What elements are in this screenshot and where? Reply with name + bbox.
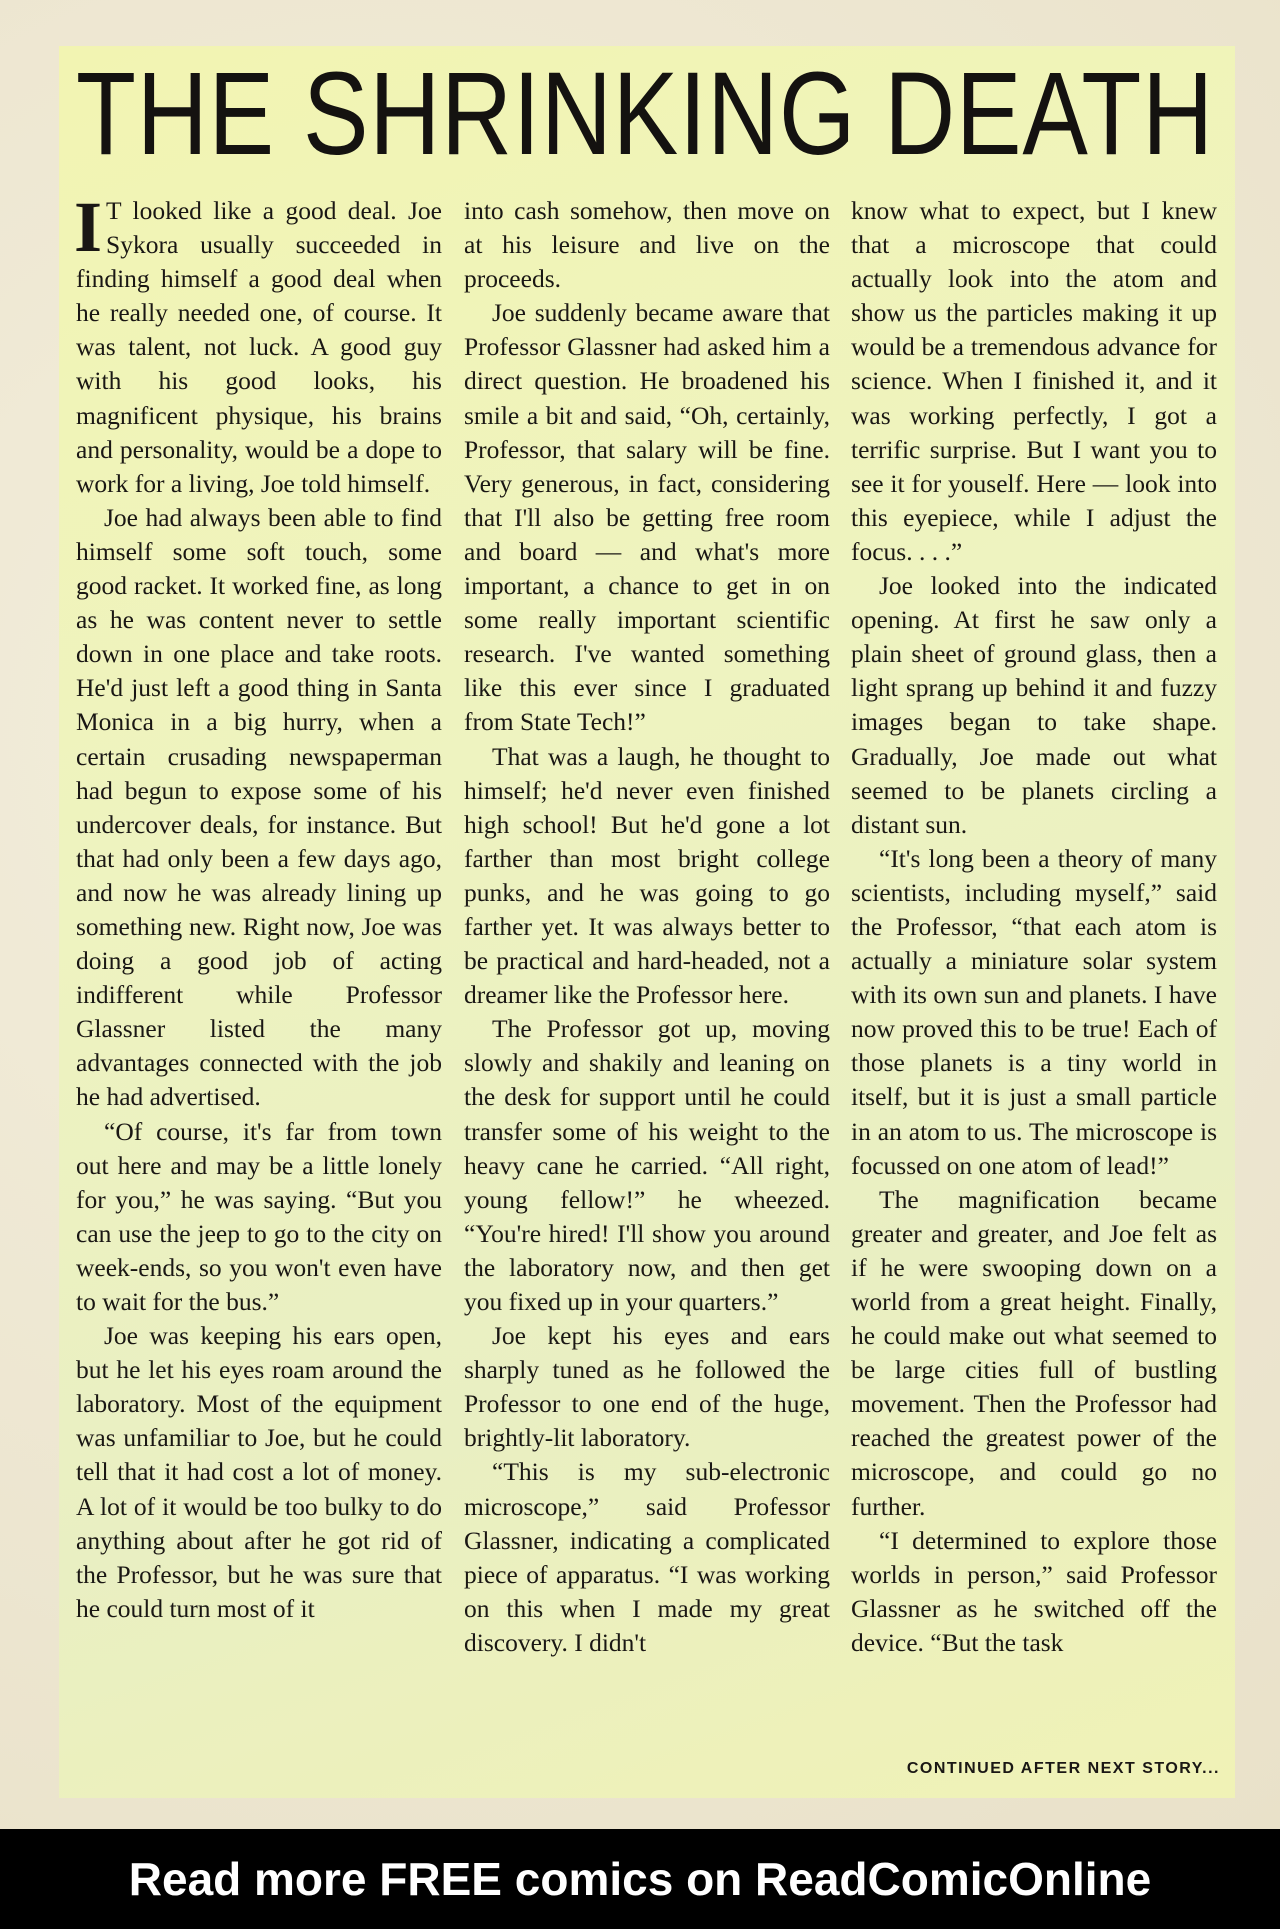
text-column-1 — [74, 187, 442, 1626]
paragraph: “It's long been a theory of many scientists, including myself,” said the Professor, “that each atom is actually a miniature solar system with its own sun and planets. I have now proved this to be true! Each of those planets is a tiny world in itself, but it is just a small particle in an atom to us. The microscope is focussed on one atom of lead!” — [851, 843, 1217, 1180]
paragraph: “I determined to explore those worlds in person,” said Professor Glassner as he switched off the device. “But the task — [851, 1525, 1217, 1657]
paragraph: “This is my sub-electronic microscope,” said Professor Glassner, indicating a complicated piece of apparatus. “I was working on this when I made my great discovery. I didn't — [464, 1457, 830, 1657]
paragraph: That was a laugh, he thought to himself; he'd never even finished high school! But he'd gone a lot farther than most bright college punks, and he was going to go farther yet. It was always better to be practical and hard-headed, not a dreamer like the Professor here. — [464, 741, 830, 1010]
paragraph-text: T looked like a good deal. Joe Sykora usually succeeded in finding himself a good deal when he really needed one, of course. It was talent, not luck. A good guy with his good looks, his magnificent physique, his brains and personality, would be a dope to work for a living, Joe told himself. — [76, 196, 442, 498]
paragraph: Joe had always been able to find himself some soft touch, some good racket. It worked fine, as long as he was content never to settle down in one place and take roots. He'd just left a good thing in Santa Monica in a big hurry, when a certain crusading newspaperman had begun to expose some of his undercover deals, for instance. But that had only been a few days ago, and now he was already lining up something new. Right now, Joe was doing a good job of acting indifferent while Professor Glassner listed the many advantages connected with the job he had advertised. — [76, 502, 442, 1112]
paragraph: “Of course, it's far from town out here and may be a little lonely for you,” he was saying. “But you can use the jeep to go to the city on week-ends, so you won't even have to wait for the bus.” — [76, 1116, 442, 1316]
paragraph: Joe kept his eyes and ears sharply tuned as he followed the Professor to one end of the huge, brightly-lit laboratory. — [464, 1321, 830, 1453]
text-column-3 — [851, 194, 1217, 1660]
paragraph: Joe suddenly became aware that Professor Glassner had asked him a direct question. He broadened his smile a bit and said, “Oh, certainly, Professor, that salary will be fine. Very generous, in fact, considering that I'll also be getting free room and board — and what's more important, a chance to get in on some really important scientific research. I've wanted something like this ever since I graduated from State Tech!” — [464, 298, 830, 737]
paragraph — [74, 187, 442, 501]
paragraph: Joe was keeping his ears open, but he let his eyes roam around the laboratory. Most of the equipment was unfamiliar to Joe, but he could tell that it had cost a lot of money. A lot of it would be too bulky to do anything about after he got rid of the Professor, but he was sure that he could turn most of it — [76, 1321, 442, 1623]
paragraph: into cash somehow, then move on at his leisure and live on the proceeds. — [464, 196, 830, 294]
drop-cap: I — [74, 187, 103, 267]
text-column-2 — [464, 194, 830, 1660]
paragraph: Joe looked into the indicated opening. At first he saw only a plain sheet of ground glass, then a light sprang up behind it and fuzzy images began to take shape. Gradually, Joe made out what seemed to be planets circling a distant sun. — [851, 571, 1217, 839]
paragraph: know what to expect, but I knew that a microscope that could actually look into the atom and show us the particles making it up would be a tremendous advance for science. When I finished it, and it was working perfectly, I got a terrific surprise. But I want you to see it for youself. Here — look into this eyepiece, while I adjust the focus. . . .” — [851, 196, 1217, 566]
continued-note: CONTINUED AFTER NEXT STORY... — [906, 1760, 1220, 1777]
paragraph: The Professor got up, moving slowly and shakily and leaning on the desk for support until he could transfer some of his weight to the heavy cane he carried. “All right, young fellow!” he wheezed. “You're hired! I'll show you around the laboratory now, and then get you fixed up in your quarters.” — [464, 1014, 830, 1316]
story-title: THE SHRINKING DEATH — [76, 48, 1214, 180]
promo-banner[interactable]: Read more FREE comics on ReadComicOnline — [0, 1829, 1280, 1929]
story-title-container — [76, 48, 1214, 180]
paragraph: The magnification became greater and greater, and Joe felt as if he were swooping down on a world from a great height. Finally, he could make out what seemed to be large cities full of bustling movement. Then the Professor had reached the greatest power of the microscope, and could go no further. — [851, 1184, 1217, 1521]
